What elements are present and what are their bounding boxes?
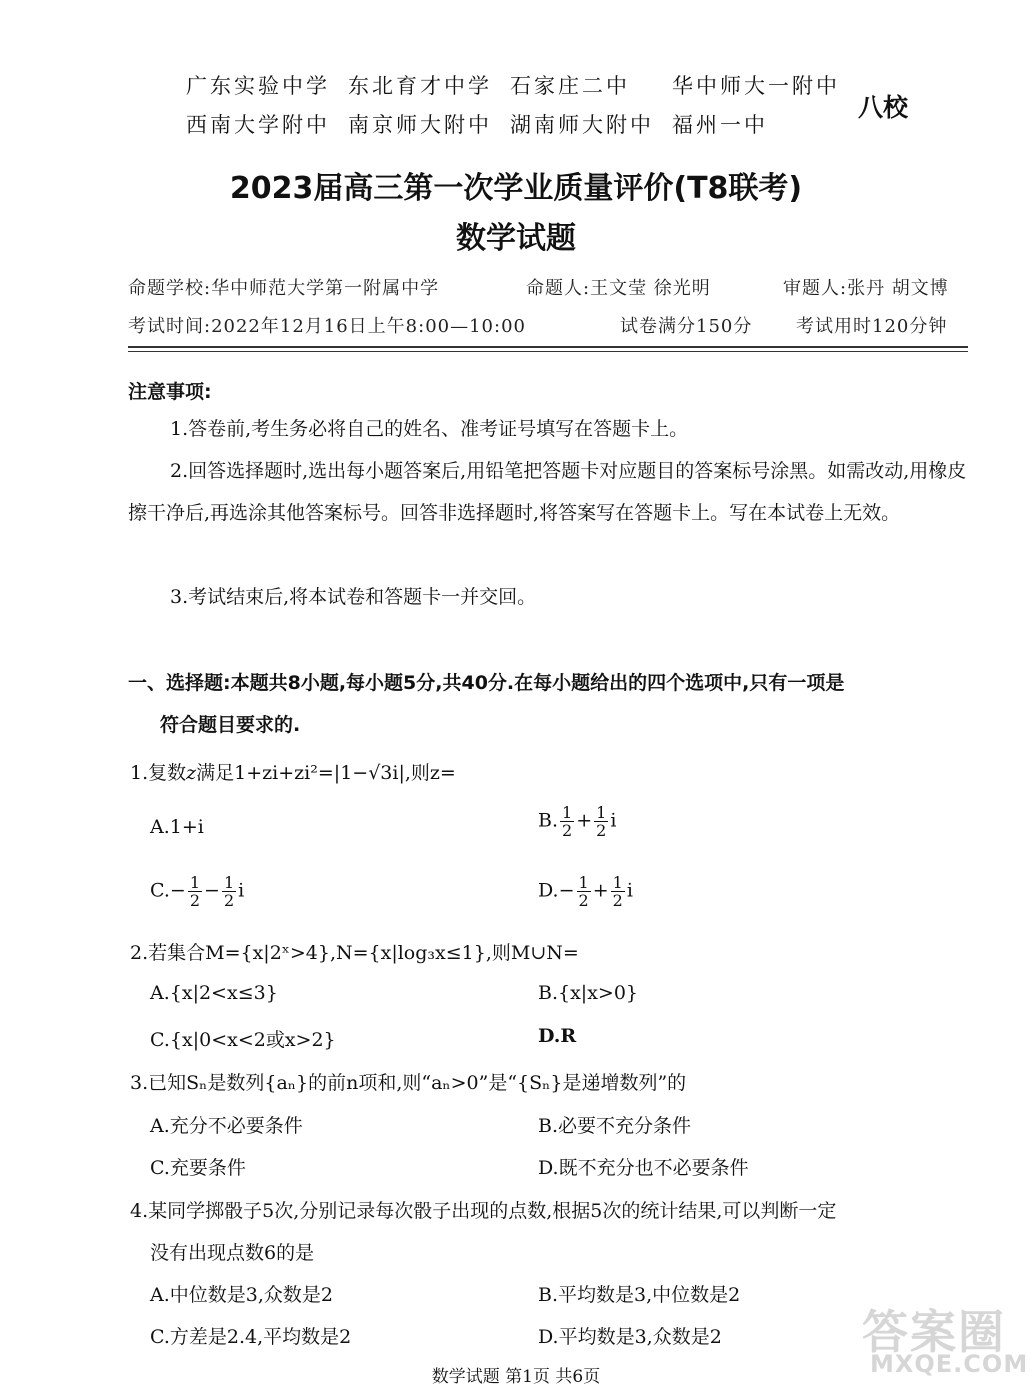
school-name: 福州一中: [672, 113, 768, 137]
section-heading: 一、选择题:本题共8小题,每小题5分,共40分.在每小题给出的四个选项中,只有一项是: [128, 672, 845, 694]
exam-time: 考试时间:2022年12月16日上午8:00—10:00: [128, 316, 526, 337]
imag-unit: i: [238, 879, 245, 902]
denominator: 2: [189, 891, 201, 910]
notice-item: 2.回答选择题时,选出每小题答案后,用铅笔把答题卡对应题目的答案标号涂黑。如需改动,用橡皮擦干净后,再选涂其他答案标号。回答非选择题时,将答案写在答题卡上。写在本试卷上无效。: [128, 460, 967, 524]
fraction: [594, 804, 608, 839]
numerator: 1: [612, 873, 623, 892]
school-name: 南京师大附中: [348, 113, 492, 137]
section-heading-cont: 符合题目要求的.: [160, 714, 301, 736]
q1-option-a: A.1+i: [150, 816, 204, 838]
q3-option-c: C.充要条件: [150, 1157, 246, 1179]
operator: −: [204, 879, 220, 902]
denominator: 2: [562, 821, 573, 840]
q3-option-b: B.必要不充分条件: [538, 1115, 692, 1137]
notice-heading: 注意事项:: [128, 381, 212, 403]
q2-option-b: B.{x|x>0}: [538, 982, 639, 1004]
exam-subtitle: 数学试题: [456, 221, 576, 256]
question-1-stem: [130, 758, 456, 785]
q3-option-a: A.充分不必要条件: [150, 1115, 303, 1137]
q1-stem-text: 1.复数: [130, 762, 187, 784]
numerator: 1: [596, 803, 607, 822]
q1-option-c: [150, 874, 244, 909]
setter-school: 命题学校:华中师范大学第一附属中学: [128, 278, 440, 299]
notice-item: 1.答卷前,考生务必将自己的姓名、准考证号填写在答题卡上。: [170, 418, 689, 440]
exam-title: 2023届高三第一次学业质量评价(T8联考): [229, 171, 803, 206]
denominator: 2: [578, 891, 589, 910]
school-name: 华中师大一附中: [672, 74, 840, 98]
q1-option-d: [538, 874, 633, 909]
fraction: [560, 804, 574, 839]
watermark-url: MXQE.COM: [870, 1350, 1029, 1378]
exam-duration: 考试用时120分钟: [796, 316, 948, 337]
denominator: 2: [596, 821, 607, 840]
numerator: 1: [223, 873, 235, 892]
option-label: C.−: [150, 879, 186, 902]
school-name: 广东实验中学: [186, 74, 330, 98]
notice-item: 3.考试结束后,将本试卷和答题卡一并交回。: [170, 586, 537, 608]
q1-stem-text: 满足1+zi+zi²=|1−√3i|,则: [196, 762, 430, 784]
imag-unit: i: [626, 879, 633, 902]
q2-option-a: A.{x|2<x≤3}: [150, 982, 278, 1004]
school-name: 东北育才中学: [348, 74, 492, 98]
q3-option-d: D.既不充分也不必要条件: [538, 1157, 749, 1179]
numerator: 1: [189, 873, 201, 892]
fraction: [577, 874, 591, 909]
fraction: [188, 874, 202, 909]
question-4-stem-cont: 没有出现点数6的是: [150, 1242, 315, 1264]
full-score: 试卷满分150分: [620, 316, 753, 337]
setters: 命题人:王文莹 徐光明: [526, 278, 711, 299]
numerator: 1: [562, 803, 573, 822]
fraction: [611, 874, 625, 909]
school-name: 西南大学附中: [186, 113, 330, 137]
question-4-stem: 4.某同学掷骰子5次,分别记录每次骰子出现的点数,根据5次的统计结果,可以判断一定: [130, 1200, 837, 1222]
question-3-stem: 3.已知Sₙ是数列{aₙ}的前n项和,则“aₙ>0”是“{Sₙ}是递增数列”的: [130, 1072, 687, 1094]
imag-unit: i: [610, 809, 617, 832]
page-footer: 数学试题 第1页 共6页: [431, 1367, 601, 1387]
option-label: B.: [538, 809, 559, 832]
reviewers: 审题人:张丹 胡文博: [783, 278, 949, 299]
q2-option-d: D.R: [538, 1025, 577, 1047]
q4-option-c: C.方差是2.4,平均数是2: [150, 1326, 352, 1348]
header-divider: [128, 346, 968, 348]
denominator: 2: [612, 891, 623, 910]
eight-schools-label: 八校: [858, 93, 909, 122]
question-2-stem: 2.若集合M={x|2ˣ>4},N={x|log₃x≤1},则M∪N=: [130, 942, 579, 964]
q1-option-b: [538, 804, 616, 839]
q4-option-a: A.中位数是3,众数是2: [150, 1284, 333, 1306]
operator: +: [592, 879, 609, 902]
fraction: [222, 874, 236, 909]
denominator: 2: [223, 891, 235, 910]
option-label: D.−: [538, 879, 575, 902]
numerator: 1: [578, 873, 589, 892]
q1-stem-text: z=: [429, 762, 456, 784]
watermark-logo: 答案圈: [862, 1305, 1006, 1359]
q1-var: z: [186, 762, 197, 784]
q4-option-d: D.平均数是3,众数是2: [538, 1326, 722, 1348]
operator: +: [576, 809, 593, 832]
school-name: 湖南师大附中: [510, 113, 654, 137]
q4-option-b: B.平均数是3,中位数是2: [538, 1284, 741, 1306]
q2-option-c: C.{x|0<x<2或x>2}: [150, 1029, 336, 1051]
header-divider: [128, 351, 968, 352]
school-name: 石家庄二中: [510, 74, 630, 98]
